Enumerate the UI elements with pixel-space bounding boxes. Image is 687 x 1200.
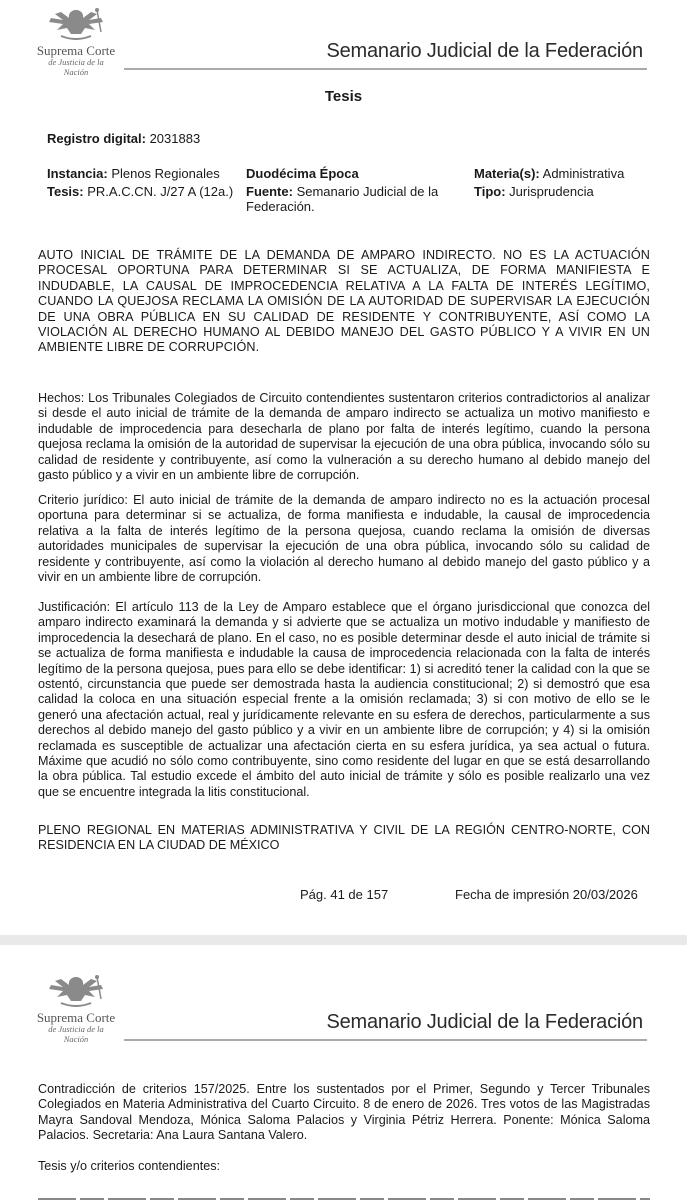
logo-text-sub: de Justicia de la Nación	[48, 57, 104, 77]
tesis-row	[47, 184, 237, 199]
scjn-logo	[36, 6, 116, 77]
registro-value: 2031883	[149, 131, 201, 146]
justificacion-paragraph: Justificación: El artículo 113 de la Ley de Amparo establece que el órgano jurisdiccional que conozca del amparo indirecto examinará la demanda y si advierte que se actualiza un motivo indudable y manifiesto de improcedencia la desechará de plano. En el caso, no es posible determinar desde el auto inicial de trámite si se actualiza de forma manifiesta e indudable la causa de improcedencia relacionada con la falta de interés legítimo de la persona quejosa, pues para ello se debe identificar: 1) si acreditó tener la calidad con la que se ostentó, circunstancia que puede ser demostrada hasta la audiencia constitucional; 2) si demostró que esa calidad la coloca en una situación especial frente a la omisión reclamada; 3) si con motivo de ello se le generó una afectación actual, real y jurídicamente relevante en su esfera de derechos, particularmente a sus derechos al debido manejo del gasto público y a vivir en un ambiente libre de corrupción; y 4) si la omisión reclamada es susceptible de actualizar una afectación cierta en su esfera jurídica, ya sea actual o futura. Máxime que acudió no sólo como contribuyente, sino como residente del lugar en que se está desarrollando la obra pública. Tal estudio excede el ámbito del auto inicial de trámite y sólo es posible realizarlo una vez que se encuentre integrada la litis constitucional.	[38, 600, 650, 799]
tipo-value: Jurisprudencia	[509, 184, 594, 199]
meta-column-2	[246, 166, 461, 214]
contradiccion-paragraph: Contradicción de criterios 157/2025. Entre los sustentados por el Primer, Segundo y Tercer Tribunales Colegiados en Materia Administrativa del Cuarto Circuito. 8 de enero de 2026. Tres votos de las Magistradas Mayra Sandoval Mendoza, Mónica Saloma Palacios y Virginia Pétriz Herrera. Ponente: Mónica Saloma Palacios. Secretaria: Ana Laura Santana Valero.	[38, 1082, 650, 1143]
fuente-label: Fuente:	[246, 184, 293, 199]
meta-column-1	[47, 166, 237, 199]
header-divider	[124, 1039, 647, 1041]
document-type-heading: Tesis	[324, 88, 363, 105]
logo-text-sub: de Justicia de la Nación	[48, 1024, 104, 1044]
logo-text-main: Suprema Corte	[36, 1010, 116, 1025]
scjn-logo	[36, 973, 116, 1044]
registro-label: Registro digital:	[47, 131, 146, 146]
eagle-emblem-icon	[41, 6, 111, 42]
header-title: Semanario Judicial de la Federación	[326, 1011, 643, 1033]
eagle-emblem-icon	[41, 973, 111, 1009]
print-date: Fecha de impresión 20/03/2026	[455, 887, 638, 902]
materia-value: Administrativa	[542, 166, 625, 181]
tesis-value: PR.A.C.CN. J/27 A (12a.)	[87, 184, 234, 199]
hechos-paragraph: Hechos: Los Tribunales Colegiados de Circuito contendientes sustentaron criterios contradictorios al analizar si desde el auto inicial de trámite de la demanda de amparo indirecto se actualiza un motivo manifiesto e indudable de improcedencia para desecharla de plano por falta de interés legítimo, cuando la persona quejosa reclama la omisión de la autoridad de supervisar la ejecución de una obra pública, invocando sólo su calidad de residente y contribuyente, así como la vulneración a su derecho humano al debido manejo del gasto público y a vivir en un ambiente libre de corrupción.	[38, 391, 650, 483]
materia-label: Materia(s):	[474, 166, 540, 181]
epoca: Duodécima Época	[246, 166, 359, 181]
document-page-2	[0, 945, 687, 1200]
fuente-value: Semanario Judicial de la Federación.	[246, 184, 439, 214]
header-divider	[124, 68, 647, 70]
page-number: Pág. 41 de 157	[300, 887, 389, 902]
fuente-row	[246, 184, 461, 214]
tesis-contendientes-heading: Tesis y/o criterios contendientes:	[38, 1159, 220, 1173]
tipo-label: Tipo:	[474, 184, 506, 199]
header-title: Semanario Judicial de la Federación	[326, 40, 643, 62]
logo-text-main: Suprema Corte	[36, 43, 116, 58]
materia-row	[474, 166, 654, 181]
pleno-paragraph: PLENO REGIONAL EN MATERIAS ADMINISTRATIVA Y CIVIL DE LA REGIÓN CENTRO-NORTE, CON RESIDENCIA EN LA CIUDAD DE MÉXICO	[38, 823, 650, 853]
instancia-value: Plenos Regionales	[111, 166, 220, 181]
instancia-row	[47, 166, 237, 181]
meta-column-3	[474, 166, 654, 199]
tesis-rubro: AUTO INICIAL DE TRÁMITE DE LA DEMANDA DE AMPARO INDIRECTO. NO ES LA ACTUACIÓN PROCESAL OPORTUNA PARA DETERMINAR SI SE ACTUALIZA, DE FORMA MANIFIESTA E INDUDABLE, LA CAUSAL DE IMPROCEDENCIA RELATIVA A LA FALTA DE INTERÉS LEGÍTIMO, CUANDO LA QUEJOSA RECLAMA LA OMISIÓN DE LA AUTORIDAD DE SUPERVISAR LA EJECUCIÓN DE UNA OBRA PÚBLICA EN SU CALIDAD DE RESIDENTE Y CONTRIBUYENTE, ASÍ COMO LA VIOLACIÓN AL DERECHO HUMANO AL DEBIDO MANEJO DEL GASTO PÚBLICO Y A VIVIR EN UN AMBIENTE LIBRE DE CORRUPCIÓN.	[38, 248, 650, 355]
tipo-row	[474, 184, 654, 199]
instancia-label: Instancia:	[47, 166, 108, 181]
registro-digital	[47, 131, 200, 146]
truncated-text-line	[38, 1193, 650, 1200]
tesis-label: Tesis:	[47, 184, 84, 199]
criterio-paragraph: Criterio jurídico: El auto inicial de trámite de la demanda de amparo indirecto no es la actuación procesal oportuna para determinar si se actualiza, de forma manifiesta e indudable, la causal de improcedencia relativa a la falta de interés legítimo de la persona quejosa, cuando reclama la omisión de diversas autoridades municipales de supervisar la ejecución de una obra pública, invocando sólo su calidad de residente y contribuyente, así como la violación al derecho humano al debido manejo del gasto público y a vivir en un ambiente libre de corrupción.	[38, 493, 650, 585]
